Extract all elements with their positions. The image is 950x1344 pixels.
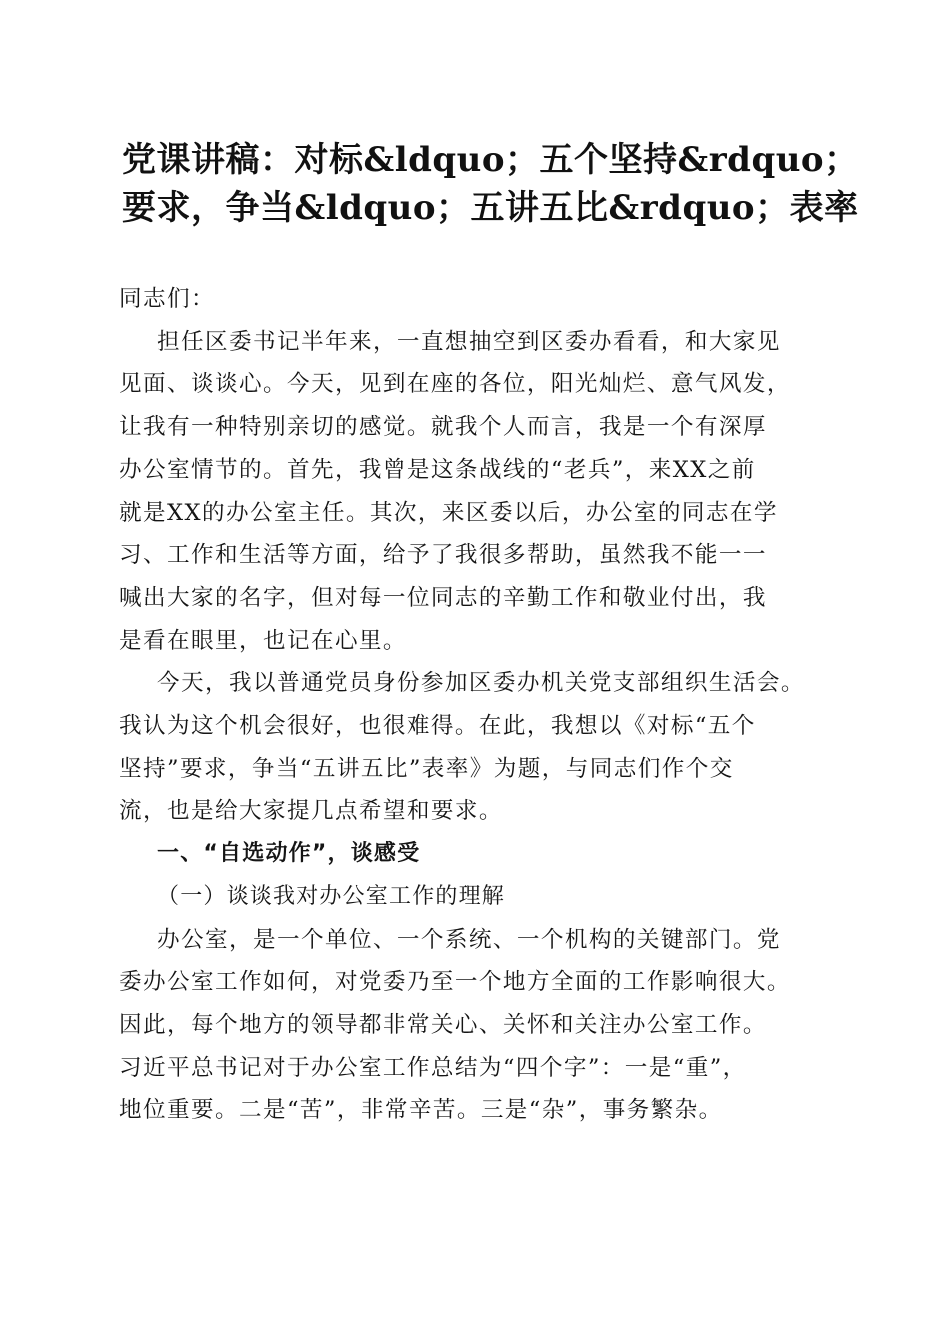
- paragraph-meeting: [119, 662, 839, 833]
- document-title: [122, 136, 882, 232]
- paragraph-line: 喊出大家的名字，但对每一位同志的辛勤工作和敬业付出，我: [119, 584, 767, 611]
- paragraph-line: 我认为这个机会很好，也很难得。在此，我想以《对标“五个: [119, 713, 756, 740]
- section-heading: 一、“自选动作”，谈感受: [157, 841, 421, 867]
- paragraph-office-work: [119, 919, 839, 1133]
- paragraph-line: 地位重要。二是“苦”，非常辛苦。三是“杂”，事务繁杂。: [119, 1097, 723, 1124]
- paragraph-line: 担任区委书记半年来，一直想抽空到区委办看看，和大家见: [157, 328, 781, 355]
- paragraph-line: 习、工作和生活等方面，给予了我很多帮助，虽然我不能一一: [119, 542, 767, 569]
- paragraph-line: 坚持”要求，争当“五讲五比”表率》为题，与同志们作个交: [119, 755, 734, 782]
- paragraph-line: 办公室情节的。首先，我曾是这条战线的“老兵”，来XX之前: [119, 456, 756, 483]
- paragraph-line: 就是XX的办公室主任。其次，来区委以后，办公室的同志在学: [119, 499, 778, 526]
- paragraph-line: 办公室，是一个单位、一个系统、一个机构的关键部门。党: [157, 926, 781, 953]
- paragraph-intro: [119, 321, 839, 663]
- title-line: 党课讲稿：对标&ldquo；五个坚持&rdquo；: [122, 140, 859, 180]
- paragraph-line: 今天，我以普通党员身份参加区委办机关党支部组织生活会。: [157, 670, 805, 697]
- paragraph-line: 让我有一种特别亲切的感觉。就我个人而言，我是一个有深厚: [119, 414, 767, 441]
- paragraph-line: 习近平总书记对于办公室工作总结为“四个字”：一是“重”，: [119, 1054, 747, 1081]
- paragraph-line: 委办公室工作如何，对党委乃至一个地方全面的工作影响很大。: [119, 969, 791, 996]
- title-line: 要求，争当&ldquo；五讲五比&rdquo；表率: [122, 188, 859, 228]
- salutation: 同志们：: [119, 286, 215, 312]
- paragraph-line: 因此，每个地方的领导都非常关心、关怀和关注办公室工作。: [119, 1011, 767, 1038]
- paragraph-line: 见面、谈谈心。今天，见到在座的各位，阳光灿烂、意气风发，: [119, 371, 791, 398]
- subsection-heading: （一）谈谈我对办公室工作的理解: [157, 883, 506, 909]
- paragraph-line: 流，也是给大家提几点希望和要求。: [119, 798, 503, 825]
- paragraph-line: 是看在眼里，也记在心里。: [119, 627, 407, 654]
- document-body: [119, 278, 839, 1132]
